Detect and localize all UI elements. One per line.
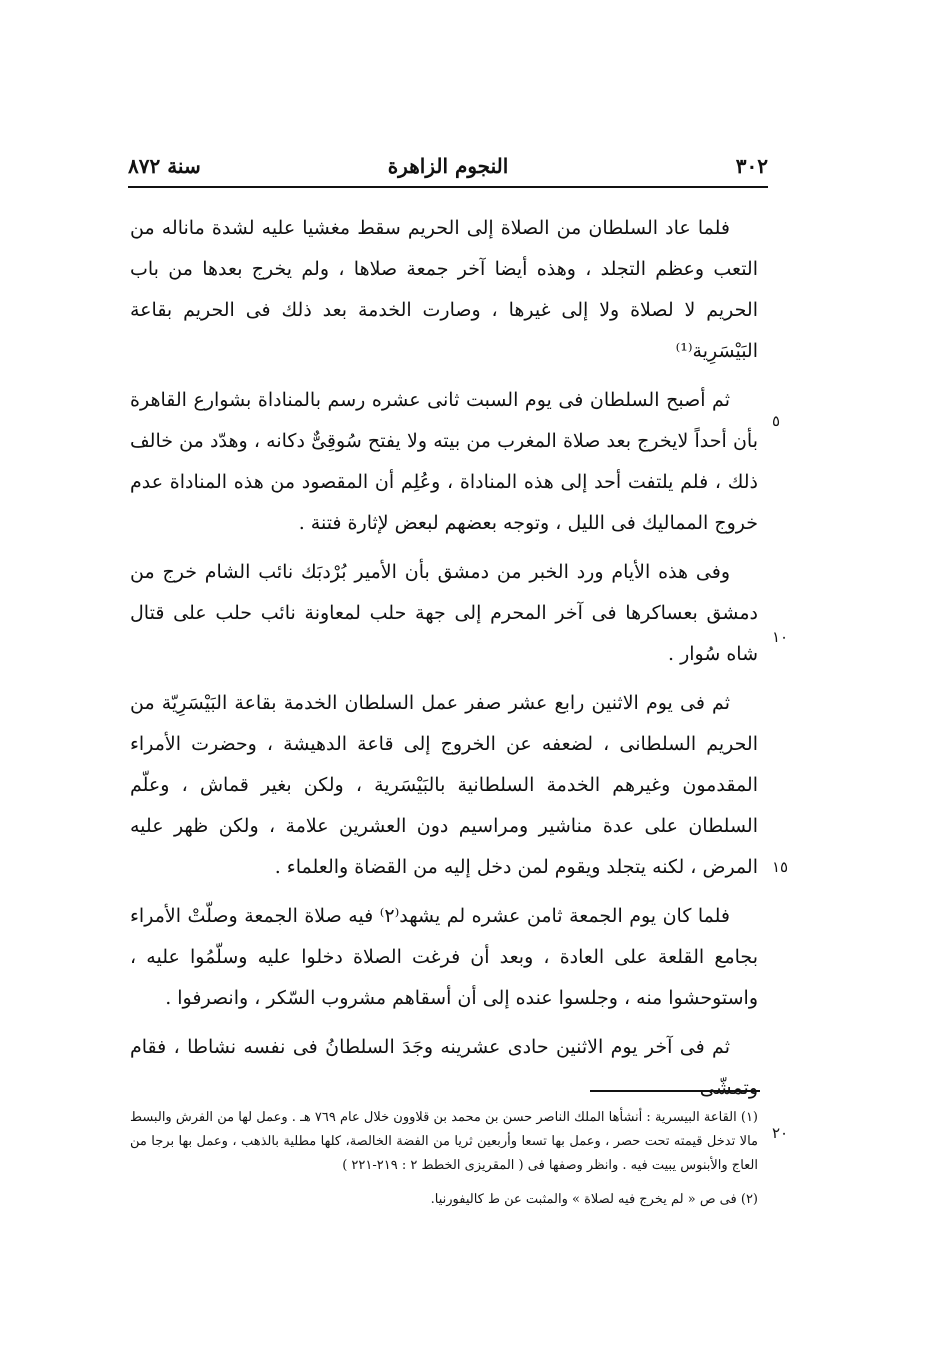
footnote: (٢) فى ص « لم يخرج فيه لصلاة » والمثبت عن ط كاليفورنيا. — [430, 1192, 758, 1207]
line-number-margin — [760, 0, 820, 1372]
book-title: النجوم الزاهرة — [387, 154, 509, 178]
header-divider — [128, 186, 768, 188]
line-number: ١٥ — [772, 858, 789, 876]
paragraph: وفى هذه الأيام ورد الخبر من دمشق بأن الأمير بُرْدبَك نائب الشام خرج من دمشق بعساكرها فى آخر المحرم إلى جهة حلب لمعاونة نائب حلب على قتال شاه سُوار . — [130, 561, 758, 665]
footnote-divider — [590, 1090, 760, 1092]
paragraph: ثم أصبح السلطان فى يوم السبت ثانى عشره رسم بالمناداة بشوارع القاهرة بأن أحداً لايخرج بعد صلاة المغرب من بيته ولا يفتح سُوقِىٌّ دكانه ، وهدّد من خالف ذلك ، فلم يلتفت أحد إلى هذه المناداة ، وعُلِم أن المقصود من هذه المناداة عدم خروج المماليك فى الليل ، وتوجه بعضهم لبعض لإثارة فتنة . — [130, 389, 758, 534]
paragraph: فلما كان يوم الجمعة ثامن عشره لم يشهد⁽٢⁾ فيه صلاة الجمعة وصلّتْ الأمراء بجامع القلعة على العادة ، وبعد أن فرغت الصلاة دخلوا عليه وسلّمُوا عليه ، واستوحشوا منه ، وجلسوا عنده إلى أن أسقاهم مشروب السّكر ، وانصرفوا . — [130, 905, 758, 1009]
page-number: ٣٠٢ — [735, 154, 768, 178]
paragraph: ثم فى يوم الاثنين رابع عشر صفر عمل السلطان الخدمة بقاعة البَيْسَرِيّة من الحريم السلطانى ، لضعفه عن الخروج إلى قاعة الدهيشة ، وحضرت الأمراء المقدمون وغيرهم الخدمة السلطانية بالبَيْسَرية ، ولكن بغير قماش ، وعلّم السلطان على عدة مناشير ومراسيم دون العشرين علامة ، ولكن ظهر عليه المرض ، لكنه يتجلد ويقوم لمن دخل إليه من القضاة والعلماء . — [130, 692, 758, 878]
page-header — [128, 150, 768, 186]
paragraph: ثم فى آخر يوم الاثنين حادى عشرينه وجَدَ السلطانُ فى نفسه نشاطا ، فقام وتمشّى — [130, 1036, 758, 1099]
year-label: سنة ٨٧٢ — [128, 154, 201, 178]
line-number: ١٠ — [772, 628, 789, 646]
footnote: (١) القاعة البيسرية : أنشأها الملك الناصر حسن بن محمد بن قلاوون خلال عام ٧٦٩ هـ . وعمل لها من الفرش والبسط مالا تدخل قيمته تحت حصر ، وعمل بها تسعا وأربعين ثريا من الفضة الخالصة، كلها مطلية بالذهب ، وعمل بها برجا من العاج والأبنوس يبيت فيه . وانظر وصفها فى ( المقريزى الخطط ٢ : ٢١٩-٢٢١ ) — [130, 1110, 758, 1173]
line-number: ٢٠ — [772, 1124, 789, 1142]
paragraph: فلما عاد السلطان من الصلاة إلى الحريم سقط مغشيا عليه لشدة ماناله من التعب وعظم التجلد ، وهذه أيضا آخر جمعة صلاها ، ولم يخرج بعدها من باب الحريم لا لصلاة ولا إلى غيرها ، وصارت الخدمة بعد ذلك فى الحريم بقاعة البَيْسَرِية⁽¹⁾ — [130, 217, 758, 362]
footnotes — [130, 1106, 758, 1220]
line-number: ٥ — [772, 412, 781, 430]
main-text — [130, 208, 758, 1117]
